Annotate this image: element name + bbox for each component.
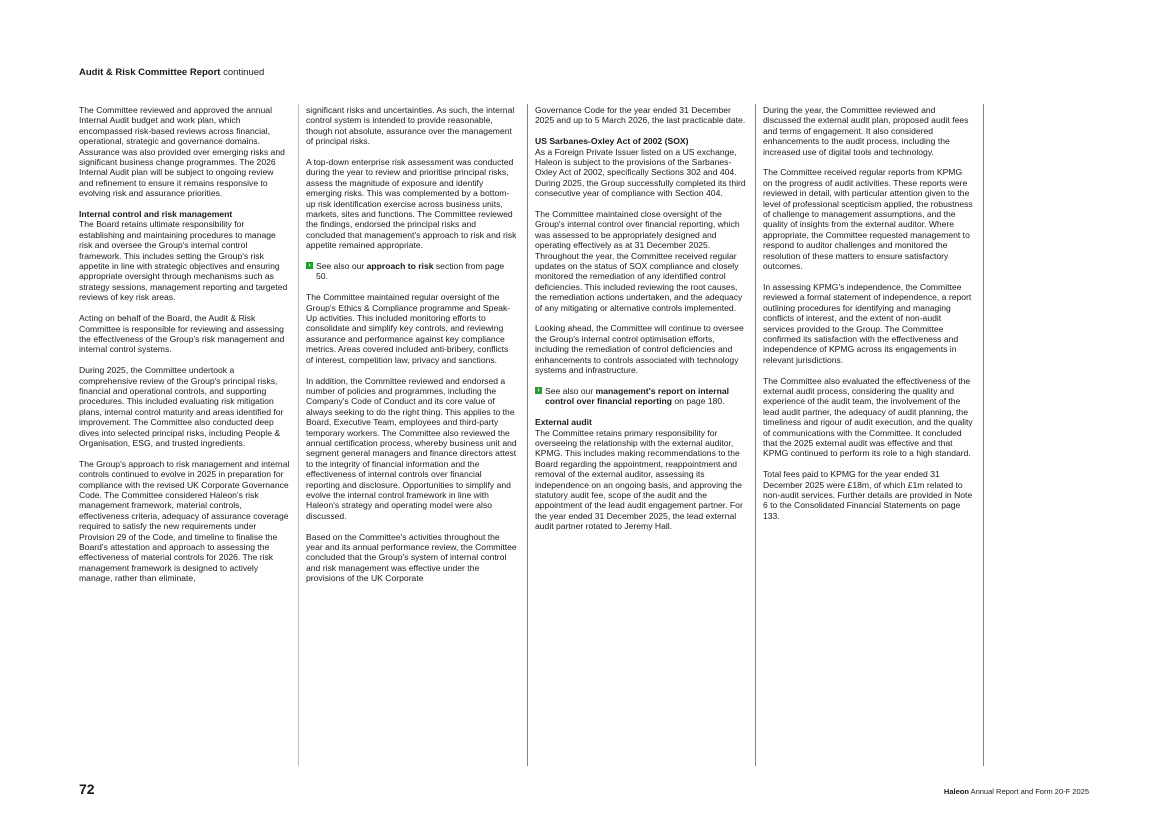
paragraph: Looking ahead, the Committee will continue to oversee the Group's internal control optimisation efforts, including the remediation of control deficiencies and enhancements to controls associated with technology systems and infrastructure. (535, 323, 744, 376)
paragraph: Based on the Committee's activities throughout the year and its annual performance review, the Committee concluded that the Group's system of internal control and risk management was effective under the provisions of the UK Corporate (306, 531, 517, 584)
column-3 (535, 105, 746, 542)
arrow-square-icon: › (306, 262, 313, 269)
page-header (79, 67, 264, 79)
paragraph: Acting on behalf of the Board, the Audit & Risk Committee is responsible for reviewing and assessing the effectiveness of the Group's risk management and internal control systems. (79, 313, 285, 355)
footer-brand: Haleon (943, 787, 969, 796)
column-1 (79, 105, 290, 594)
paragraph: The Committee retains primary responsibility for overseeing the relationship with the external auditor, KPMG. This includes making recommendations to the Board regarding the appointment, reappointment and removal of the external auditor, assessing its independence on an ongoing basis, and approving the statutory audit fee, scope of the audit and the appointment of the lead audit engagement partner. For the year ended 31 December 2025, the lead external audit partner rotated to Jeremy Hall. (535, 427, 743, 532)
column-divider (298, 104, 299, 766)
section-title: Audit & Risk Committee Report (79, 67, 221, 78)
paragraph: The Group's approach to risk management and internal controls continued to evolve in 2025 in preparation for compliance with the revised UK Corporate Governance Code. The Committee considered Haleon's risk management framework, material controls, effectiveness criteria, adequacy of assurance coverage required to satisfy the new requirements under Provision 29 of the Code, and timeline to finalise the Board's attestation and approach to assessing the effectiveness of material controls for 2026. The risk management framework is designed to actively manage, rather than eliminate, (79, 458, 290, 584)
column-divider (983, 104, 984, 766)
subheading-sox: US Sarbanes-Oxley Act of 2002 (SOX) (535, 136, 689, 147)
see-also-approach-to-risk[interactable]: › See also our approach to risk section from page 50. (306, 261, 517, 282)
paragraph: In addition, the Committee reviewed and endorsed a number of policies and programmes, including the Company's Code of Conduct and its core value of always seeking to do the right thing. This applies to the Board, Executive Team, employees and third-party temporary workers. The Committee also reviewed the annual certification process, whereby business unit and segment general managers and finance directors attest to the integrity of financial information and the effectiveness of internal controls over financial reporting and disclosure. Opportunities to simplify and evolve the internal control framework in line with Haleon's strategy and operating model were also discussed. (306, 375, 517, 521)
paragraph: The Committee also evaluated the effectiveness of the external audit process, considering the quality and experience of the audit team, the involvement of the lead audit partner, the adequacy of audit planning, the timeliness and rigour of audit execution, and the quality of communications with the Committee. It concluded that the 2025 external audit was effective and that KPMG continued to perform its role to a high standard. (763, 375, 973, 459)
paragraph: Governance Code for the year ended 31 December 2025 and up to 5 March 2026, the last practicable date. (535, 105, 746, 126)
column-2 (306, 105, 517, 594)
section-continued: continued (220, 67, 265, 78)
arrow-square-icon: › (535, 387, 542, 394)
paragraph: During the year, the Committee reviewed and discussed the external audit plan, proposed audit fees and terms of engagement. It also considered enhancements to the audit process, including the increased use of digital tools and technology. (763, 105, 969, 157)
paragraph: The Board retains ultimate responsibility for establishing and maintaining procedures to manage risk and oversee the Group's internal control framework. This includes setting the Group's risk appetite in line with strategic objectives and ensuring appropriate oversight through mechanisms such as strategy sessions, management reporting and targeted reviews of key risk areas. (79, 219, 288, 303)
page-number: 72 (79, 781, 95, 797)
column-4 (763, 105, 974, 532)
page-footer (944, 787, 1089, 796)
paragraph: During 2025, the Committee undertook a comprehensive review of the Group's principal risks, financial and operational controls, and supporting procedures. This included evaluating risk mitigation plans, internal control maturity and areas identified for improvement. The Committee also conducted deep dives into selected principal risks, including People & Organisation, ESG, and trusted ingredients. (79, 365, 284, 448)
subheading-internal-control: Internal control and risk management (79, 209, 233, 220)
paragraph: The Committee maintained regular oversight of the Group's Ethics & Compliance programme and Speak-Up activities. This included monitoring efforts to consolidate and simplify key controls, and reviewing assurance and performance against key compliance metrics. Areas covered included anti-bribery, conflicts of interest, competition law, privacy and sanctions. (306, 292, 511, 365)
see-also-management-report[interactable]: › See also our management's report on internal control over financial reporting on page 180. (535, 386, 746, 407)
link-management-report[interactable]: management's report on internal control over financial reporting (545, 385, 730, 407)
paragraph: significant risks and uncertainties. As such, the internal control system is intended to provide reasonable, though not absolute, assurance over the management of principal risks. (306, 105, 515, 147)
paragraph: In assessing KPMG's independence, the Committee reviewed a formal statement of independence, a report outlining procedures for identifying and managing conflicts of interest, and the extent of non-audit services provided to the Group. The Committee confirmed its satisfaction with the effectiveness and independence of KPMG across its engagements in relevant jurisdictions. (763, 281, 972, 365)
paragraph: The Committee reviewed and approved the annual Internal Audit budget and work plan, which encompassed risk-based reviews across financial, operational, strategic and governance domains. Assurance was also provided over emerging risks and significant business change programmes. The 2026 Internal Audit plan will be subject to ongoing review and refinement to ensure it remains responsive to evolving risk and assurance priorities. (79, 105, 285, 199)
column-divider (755, 104, 756, 766)
paragraph: A top-down enterprise risk assessment was conducted during the year to review and prioritise principal risks, assess the magnitude of exposure and identify emerging risks. This was complemented by a bottom-up risk identification exercise across business units, markets, sites and functions. The Committee reviewed the findings, endorsed the principal risks and concluded that management's approach to risk and risk appetite remained appropriate. (306, 157, 517, 251)
link-approach-to-risk[interactable]: approach to risk (366, 261, 434, 272)
subheading-external-audit: External audit (535, 417, 592, 428)
paragraph: Total fees paid to KPMG for the year ended 31 December 2025 were £18m, of which £1m related to non-audit services. Further details are provided in Note 6 to the Consolidated Financial Statements on page 133. (763, 469, 973, 521)
paragraph: As a Foreign Private Issuer listed on a US exchange, Haleon is subject to the provisions of the Sarbanes-Oxley Act of 2002, specifically Sections 302 and 404. During 2025, the Group successfully completed its third consecutive year of compliance with Section 404. (535, 146, 746, 199)
paragraph: The Committee received regular reports from KPMG on the progress of audit activities. These reports were reviewed in detail, with particular attention given to the level of professional scepticism applied, the robustness of challenge to management assumptions, and the quality of insights from the external auditor. Where appropriate, the Committee requested management to respond to auditor challenges and monitored the resolution of these matters to ensure satisfactory outcomes. (763, 167, 973, 272)
column-divider (527, 104, 528, 766)
paragraph: The Committee maintained close oversight of the Group's internal control over financial reporting, which was assessed to be appropriately designed and operating effectively as at 31 December 2025. Throughout the year, the Committee received regular updates on the status of SOX compliance and closely monitored the remediation of any identified control deficiencies. This included reviewing the root causes, the remediation actions undertaken, and the adequacy of any mitigating or alternative controls implemented. (535, 209, 743, 313)
footer-title: Annual Report and Form 20-F 2025 (968, 787, 1089, 796)
